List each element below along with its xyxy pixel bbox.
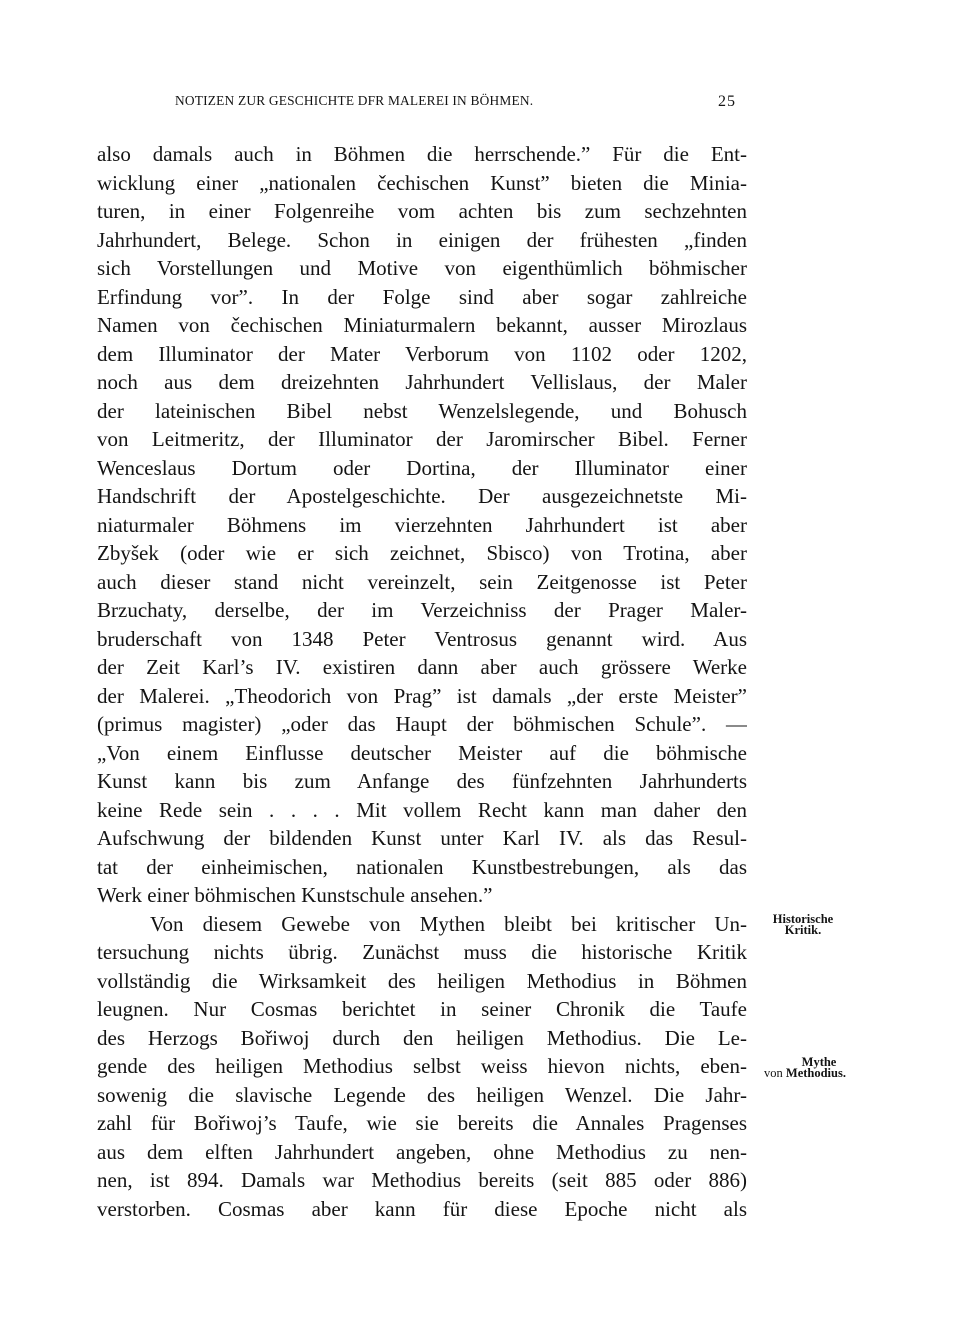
text-line: leugnen. Nur Cosmas berichtet in seiner Chronik die Taufe — [97, 997, 747, 1021]
text-line: bruderschaft von 1348 Peter Ventrosus genannt wird. Aus — [97, 626, 747, 651]
text-line: vollständig die Wirksamkeit des heiligen Methodius in Böhmen — [97, 968, 747, 993]
text-line: Werk einer böhmischen Kunstschule ansehen.” — [97, 883, 493, 907]
text-line: keine Rede sein . . . . Mit vollem Recht kann man daher den — [97, 797, 747, 822]
text-line: auch dieser stand nicht vereinzelt, sein Zeitgenosse ist Peter — [97, 569, 747, 594]
text-line: zahl für Bořiwoj’s Taufe, wie sie bereits die Annales Pragenses — [97, 1111, 747, 1135]
text-line: tat der einheimischen, nationalen Kunstbestrebungen, als das — [97, 854, 747, 879]
text-line: (primus magister) „oder das Haupt der böhmischen Schule”. — — [97, 712, 747, 736]
text-line: sowenig die slavische Legende des heiligen Wenzel. Die Jahr- — [97, 1082, 747, 1107]
text-line: der Malerei. „Theodorich von Prag” ist damals „der erste Meister” — [97, 683, 747, 708]
text-line: tersuchung nichts übrig. Zunächst muss die historische Kritik — [97, 940, 747, 964]
running-head: NOTIZEN ZUR GESCHICHTE DFR MALEREI IN BÖHMEN. — [175, 93, 534, 108]
margin-note-line: Kritik. — [784, 923, 822, 937]
text-line: Aufschwung der bildenden Kunst unter Karl IV. als das Resul- — [97, 826, 747, 850]
text-line: „Von einem Einflusse deutscher Meister auf die böhmische — [97, 740, 747, 765]
text-line: Jahrhundert, Belege. Schon in einigen der frühesten „finden — [97, 227, 747, 252]
text-line: des Herzogs Bořiwoj durch den heiligen Methodius. Die Le- — [97, 1025, 747, 1050]
text-line: Zbyšek (oder wie er sich zeichnet, Sbisco) von Trotina, aber — [97, 541, 747, 565]
margin-note-historische-kritik — [760, 914, 846, 936]
text-line: wicklung einer „nationalen čechischen Kunst” bieten die Minia- — [97, 170, 747, 195]
margin-note-line: Historische — [772, 912, 834, 926]
text-line: also damals auch in Böhmen die herrschende.” Für die Ent- — [97, 142, 747, 166]
text-line: Handschrift der Apostelgeschichte. Der ausgezeichnetste Mi- — [97, 484, 747, 508]
text-line: verstorben. Cosmas aber kann für diese Epoche nicht als — [97, 1196, 747, 1221]
margin-note-word: Methodius. — [785, 1066, 846, 1080]
text-line: Von diesem Gewebe von Mythen bleibt bei kritischer Un- — [150, 911, 747, 936]
text-line: Erfindung vor”. In der Folge sind aber sogar zahlreiche — [97, 284, 747, 309]
text-line: Brzuchaty, derselbe, der im Verzeichniss der Prager Maler- — [97, 598, 747, 622]
text-line: nen, ist 894. Damals war Methodius bereits (seit 885 oder 886) — [97, 1168, 747, 1192]
text-line: Kunst kann bis zum Anfange des fünfzehnten Jahrhunderts — [97, 769, 747, 793]
text-line: von Leitmeritz, der Illuminator der Jaromirscher Bibel. Ferner — [97, 427, 747, 451]
body-text — [97, 140, 747, 1223]
margin-note-mythe-von-methodius — [745, 1057, 865, 1079]
text-line: noch aus dem dreizehnten Jahrhundert Vellislaus, der Maler — [97, 370, 747, 394]
text-line: turen, in einer Folgenreihe vom achten bis zum sechzehnten — [97, 199, 747, 223]
text-line: niaturmaler Böhmens im vierzehnten Jahrhundert ist aber — [97, 512, 747, 537]
text-line: dem Illuminator der Mater Verborum von 1102 oder 1202, — [97, 341, 747, 366]
text-line: gende des heiligen Methodius selbst weiss hievon nichts, eben- — [97, 1054, 747, 1078]
text-line: aus dem elften Jahrhundert angeben, ohne Methodius zu nen- — [97, 1139, 747, 1164]
margin-note-word: von — [764, 1066, 783, 1080]
margin-note-line: Mythe — [801, 1055, 837, 1069]
text-line: Wenceslaus Dortum oder Dortina, der Illuminator einer — [97, 455, 747, 480]
page-number: 25 — [718, 93, 736, 110]
text-line: der lateinischen Bibel nebst Wenzelslegende, und Bohusch — [97, 398, 747, 423]
text-line: Namen von čechischen Miniaturmalern bekannt, ausser Mirozlaus — [97, 313, 747, 337]
text-line: sich Vorstellungen und Motive von eigenthümlich böhmischer — [97, 256, 747, 280]
text-line: der Zeit Karl’s IV. existiren dann aber auch grössere Werke — [97, 655, 747, 679]
